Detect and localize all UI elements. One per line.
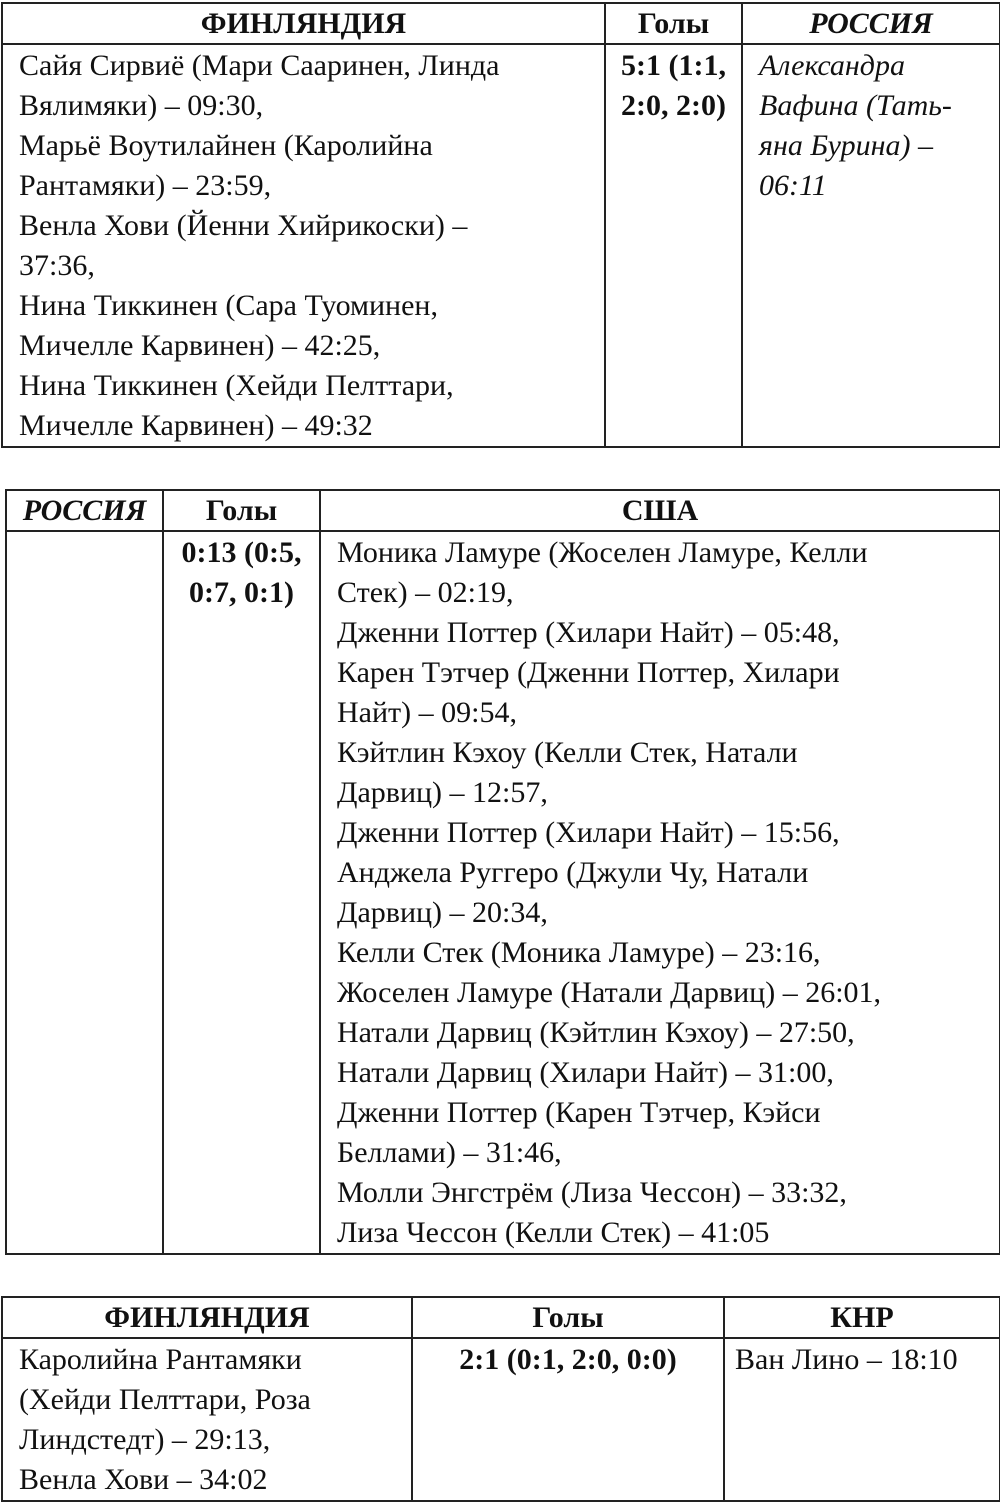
goal-line: Кэйтлин Кэхоу (Келли Стек, Натали — [337, 736, 798, 769]
left-team-goals — [2, 1338, 412, 1501]
goal-line: Ван Лино – 18:10 — [735, 1343, 958, 1376]
goal-line: Молли Энгстрём (Лиза Чессон) – 33:32, — [337, 1176, 847, 1209]
goal-line: Моника Ламуре (Жоселен Ламуре, Келли — [337, 536, 868, 569]
table-row — [2, 1338, 1000, 1501]
goal-line: Александра — [759, 49, 905, 82]
right-team-goals — [320, 531, 1000, 1254]
goal-line: Дарвиц) – 20:34, — [337, 896, 548, 929]
left-team-goals — [2, 44, 605, 447]
right-team-goals — [742, 44, 1000, 447]
goal-line: Дженни Поттер (Хилари Найт) – 05:48, — [337, 616, 840, 649]
goal-line: 06:11 — [759, 169, 827, 202]
match-table-russia-usa — [5, 489, 1000, 1255]
goal-line: Дженни Поттер (Карен Тэтчер, Кэйси — [337, 1096, 821, 1129]
right-team-header: КНР — [724, 1297, 1000, 1338]
right-team-goals — [724, 1338, 1000, 1501]
goal-line: Беллами) – 31:46, — [337, 1136, 562, 1169]
score-line: 5:1 (1:1, — [621, 49, 726, 82]
goal-line: Нина Тиккинен (Сара Туоминен, — [19, 289, 438, 322]
goal-line: Келли Стек (Моника Ламуре) – 23:16, — [337, 936, 821, 969]
goals-header: Голы — [163, 490, 320, 531]
left-team-goals — [6, 531, 163, 1254]
goal-line: Натали Дарвиц (Хилари Найт) – 31:00, — [337, 1056, 834, 1089]
goal-line: 37:36, — [19, 249, 95, 282]
goals-header: Голы — [412, 1297, 724, 1338]
goals-header: Голы — [605, 3, 742, 44]
score-line: 2:1 (0:1, 2:0, 0:0) — [459, 1343, 677, 1376]
goal-line: Нина Тиккинен (Хейди Пелттари, — [19, 369, 454, 402]
table-row — [2, 44, 1000, 447]
goal-line: Каролийна Рантамяки — [19, 1343, 302, 1376]
goal-line: Марьё Воутилайнен (Каролийна — [19, 129, 433, 162]
goal-line: Мичелле Карвинен) – 42:25, — [19, 329, 381, 362]
goal-line: Стек) – 02:19, — [337, 576, 514, 609]
score-line: 0:7, 0:1) — [189, 576, 294, 609]
table-header-row — [2, 3, 1000, 44]
left-team-header: ФИНЛЯНДИЯ — [2, 3, 605, 44]
goal-line: Лиза Чессон (Келли Стек) – 41:05 — [337, 1216, 770, 1249]
score-line: 2:0, 2:0) — [621, 89, 726, 122]
right-team-header: США — [320, 490, 1000, 531]
left-team-header: РОССИЯ — [6, 490, 163, 531]
goal-line: Дженни Поттер (Хилари Найт) – 15:56, — [337, 816, 840, 849]
goal-line: Жоселен Ламуре (Натали Дарвиц) – 26:01, — [337, 976, 882, 1009]
score-line: 0:13 (0:5, — [181, 536, 302, 569]
score-cell — [163, 531, 320, 1254]
right-team-header: РОССИЯ — [742, 3, 1000, 44]
score-cell — [412, 1338, 724, 1501]
left-team-header: ФИНЛЯНДИЯ — [2, 1297, 412, 1338]
goal-line: Вафина (Тать- — [759, 89, 952, 122]
score-cell — [605, 44, 742, 447]
goal-line: Вялимяки) – 09:30, — [19, 89, 264, 122]
goal-line: Мичелле Карвинен) – 49:32 — [19, 409, 373, 442]
goal-line: Рантамяки) – 23:59, — [19, 169, 272, 202]
goal-line: Венла Хови (Йенни Хийрикоски) – — [19, 209, 468, 242]
goal-line: Карен Тэтчер (Дженни Поттер, Хилари — [337, 656, 840, 689]
goal-line: Линдстедт) – 29:13, — [19, 1423, 271, 1456]
goal-line: Венла Хови – 34:02 — [19, 1463, 268, 1496]
match-table-finland-russia — [1, 2, 1000, 448]
goal-line: Анджела Руггеро (Джули Чу, Натали — [337, 856, 809, 889]
goal-line: Натали Дарвиц (Кэйтлин Кэхоу) – 27:50, — [337, 1016, 855, 1049]
goal-line: Дарвиц) – 12:57, — [337, 776, 548, 809]
match-table-finland-china — [1, 1296, 1000, 1502]
goal-line: (Хейди Пелттари, Роза — [19, 1383, 311, 1416]
table-row — [6, 531, 1000, 1254]
goal-line: Сайя Сирвиё (Мари Сааринен, Линда — [19, 49, 500, 82]
table-header-row — [2, 1297, 1000, 1338]
goal-line: яна Бурина) – — [759, 129, 933, 162]
table-header-row — [6, 490, 1000, 531]
goal-line: Найт) – 09:54, — [337, 696, 517, 729]
